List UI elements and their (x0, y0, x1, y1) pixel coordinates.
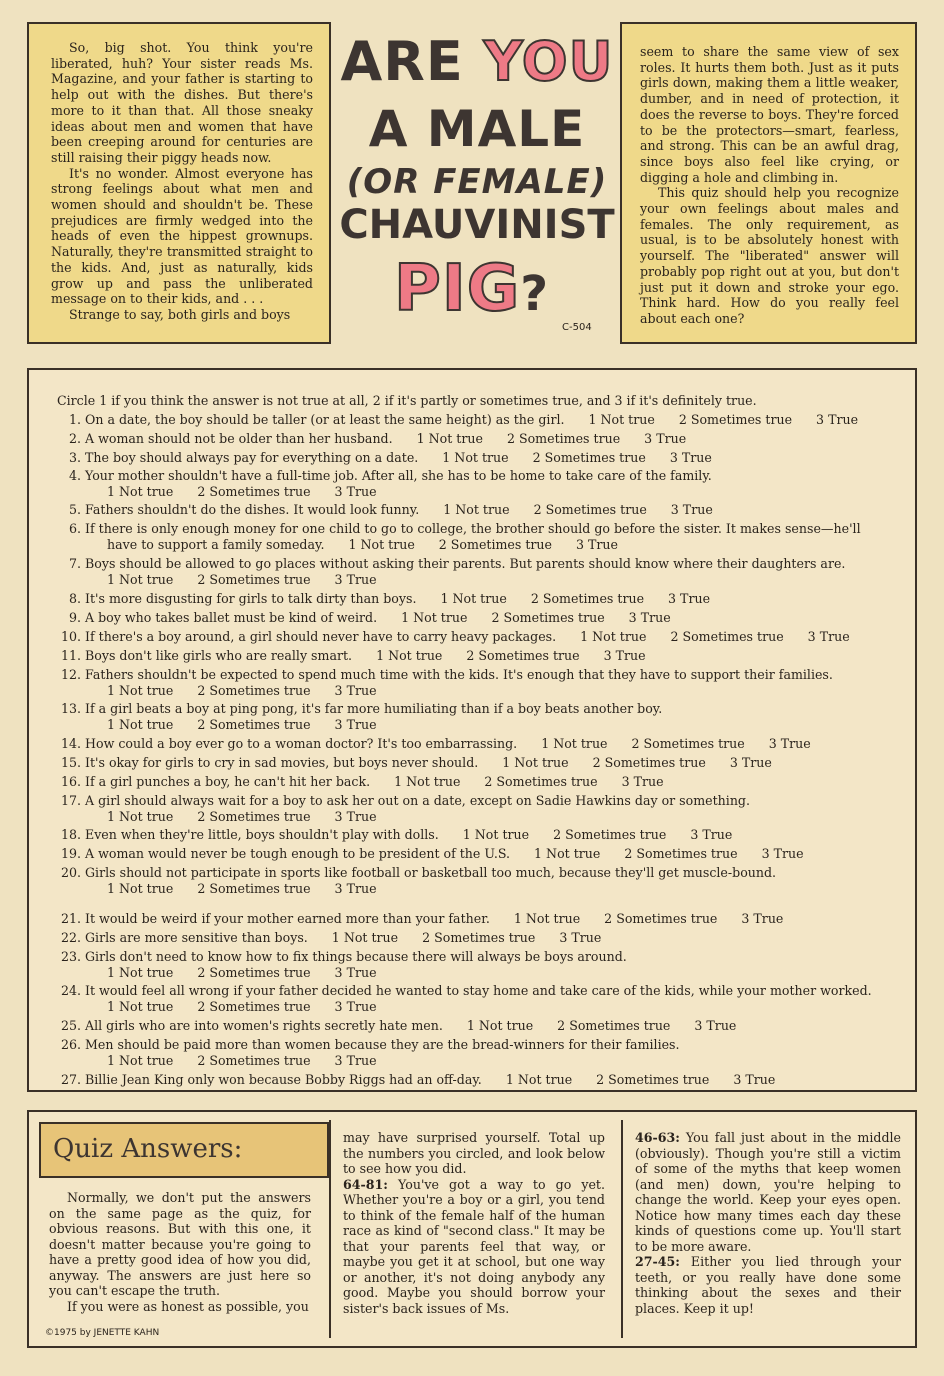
question-number: 11. (60, 648, 81, 663)
intro-right-para-2: This quiz should help you recognize your own feelings about males and females. The only requirement, as usual, is to be absolutely honest with yourself. The "liberated" answer will probably pop right out at you, but don't just put it down and stroke your ego. Think hard. How do you really feel about each one? (640, 185, 899, 326)
answer-option-3[interactable]: 3 True (690, 827, 733, 842)
question-row (59, 412, 858, 427)
question-number: 2. (68, 431, 81, 446)
question-options-line (107, 1053, 377, 1068)
answer-option-2[interactable]: 2 Sometimes true (197, 881, 311, 896)
answer-option-3[interactable]: 3 True (334, 999, 377, 1014)
answer-option-3[interactable]: 3 True (334, 809, 377, 824)
title-chauvinist: CHAUVINIST (339, 202, 615, 248)
answers-heading: Quiz Answers: (53, 1134, 243, 1164)
question-row (59, 736, 811, 751)
answer-option-1[interactable]: 1 Not true (513, 911, 581, 926)
question-row (59, 450, 712, 465)
question-number: 24. (60, 983, 81, 998)
question-row (59, 1072, 775, 1087)
question-number: 12. (60, 667, 81, 682)
question-text: Girls are more sensitive than boys. (85, 930, 308, 945)
answer-option-1[interactable]: 1 Not true (502, 755, 569, 770)
answer-option-3[interactable]: 3 True (603, 648, 646, 663)
answer-option-1[interactable]: 1 Not true (107, 572, 174, 587)
question-number: 19. (60, 846, 81, 861)
answer-option-1[interactable]: 1 Not true (505, 1072, 573, 1087)
question-number: 5. (68, 502, 81, 517)
question-number: 13. (60, 701, 81, 716)
title-pig: PIG (394, 252, 521, 326)
question-row (59, 610, 671, 625)
question-row (59, 911, 783, 926)
range-46-63: 46-63: (635, 1130, 680, 1145)
question-text: A boy who takes ballet must be kind of weird. (85, 610, 378, 625)
question-text: Boys should be allowed to go places without asking their parents. But parents should know where their daughters are. (85, 556, 846, 571)
question-text: If a girl beats a boy at ping pong, it's far more humiliating than if a boy beats another boy. (85, 701, 663, 716)
question-number: 7. (68, 556, 81, 571)
answer-option-3[interactable]: 3 True (807, 629, 850, 644)
answer-option-2[interactable]: 2 Sometimes true (466, 648, 580, 663)
question-row (59, 629, 850, 644)
question-number: 17. (60, 793, 81, 808)
question-number: 16. (60, 774, 81, 789)
answers-col1-para-1: Normally, we don't put the answers on the same page as the quiz, for obvious reasons. But with this one, it doesn't matter because you're going to have a pretty good idea of how you did, anyway. The answers are just here so you can't escape the truth. (49, 1190, 311, 1298)
answer-option-1[interactable]: 1 Not true (442, 450, 509, 465)
question-number: 25. (60, 1018, 81, 1033)
answer-option-1[interactable]: 1 Not true (394, 774, 461, 789)
question-text: Boys don't like girls who are really smart. (85, 648, 353, 663)
answer-option-2[interactable]: 2 Sometimes true (197, 683, 311, 698)
question-number: 9. (68, 610, 81, 625)
answers-heading-box (39, 1122, 329, 1178)
answer-option-3[interactable]: 3 True (628, 610, 671, 625)
question-row (59, 755, 772, 770)
question-text: It would feel all wrong if your father decided he wanted to stay home and take care of the kids, while your mother worked. (85, 983, 872, 998)
question-row (59, 701, 662, 716)
intro-left-para-2: It's no wonder. Almost everyone has strong feelings about what men and women should and shouldn't be. These prejudices are firmly wedged into the heads of even the hippest grownups. Naturally, they're transmitted straight to the kids. And, just as naturally, kids grow up and pass the unliberated message on to their kids, and . . . (51, 165, 313, 307)
answer-option-3[interactable]: 3 True (816, 412, 859, 427)
question-text: A woman should not be older than her husband. (85, 431, 393, 446)
answer-option-1[interactable]: 1 Not true (348, 537, 415, 552)
answers-col-2 (343, 1130, 605, 1316)
question-row (59, 591, 710, 606)
answer-option-1[interactable]: 1 Not true (462, 827, 530, 842)
question-text: Fathers shouldn't be expected to spend much time with the kids. It's enough that they have to support their families. (85, 667, 833, 682)
question-row (59, 1018, 736, 1033)
answer-option-3[interactable]: 3 True (334, 717, 377, 732)
art-code: C-504 (562, 322, 592, 333)
question-row (59, 930, 601, 945)
question-number: 10. (60, 629, 81, 644)
answer-option-3[interactable]: 3 True (334, 965, 377, 980)
question-text: If a girl punches a boy, he can't hit her back. (85, 774, 371, 789)
answer-option-1[interactable]: 1 Not true (443, 502, 510, 517)
answer-option-1[interactable]: 1 Not true (107, 683, 174, 698)
title-you: YOU (483, 30, 614, 93)
result-64-81: You've got a way to go yet. Whether you're a boy or a girl, you tend to think of the female half of the human race as kind of "second class." It may be that your parents feel that way, or maybe you get it at school, but one way or another, it's not doing anybody any good. Maybe you should borrow your sister's back issues of Ms. (343, 1176, 605, 1316)
answer-option-1[interactable]: 1 Not true (331, 930, 399, 945)
question-number: 4. (68, 468, 81, 483)
title-a-male: A MALE (368, 100, 586, 158)
question-number: 18. (60, 827, 81, 842)
question-row (59, 774, 664, 789)
question-row (59, 556, 845, 571)
answer-option-1[interactable]: 1 Not true (416, 431, 483, 446)
question-text: On a date, the boy should be taller (or at least the same height) as the girl. (85, 412, 565, 427)
answer-option-1[interactable]: 1 Not true (401, 610, 468, 625)
copyright: ©1975 by JENETTE KAHN (45, 1328, 160, 1338)
intro-right-box (620, 22, 917, 344)
column-divider-1 (329, 1120, 331, 1338)
question-options-line (107, 999, 377, 1014)
question-options-line (107, 881, 377, 896)
question-text: Even when they're little, boys shouldn't play with dolls. (85, 827, 439, 842)
range-27-45: 27-45: (635, 1254, 680, 1269)
answer-option-1[interactable]: 1 Not true (107, 484, 174, 499)
answer-option-1[interactable]: 1 Not true (541, 736, 608, 751)
answer-option-2[interactable]: 2 Sometimes true (533, 502, 647, 517)
question-number: 6. (68, 521, 81, 536)
question-text: If there's a boy around, a girl should never have to carry heavy packages. (85, 629, 557, 644)
answers-col2-intro: may have surprised yourself. Total up the numbers you circled, and look below to see how you did. (343, 1130, 605, 1176)
question-number: 21. (60, 911, 81, 926)
answer-option-3[interactable]: 3 True (761, 846, 804, 861)
answer-option-3[interactable]: 3 True (334, 683, 377, 698)
intro-right-para-1: seem to share the same view of sex roles. It hurts them both. Just as it puts girls down, making them a little weaker, dumber, and in need of protection, it does the reverse to boys. They're forced to be the protectors—smart, fearless, and strong. This can be an awful drag, since boys also feel like crying, or digging a hole and climbing in. (640, 44, 899, 185)
answer-option-3[interactable]: 3 True (576, 537, 618, 552)
intro-left-para-3: Strange to say, both girls and boys (69, 306, 291, 322)
answer-option-2[interactable]: 2 Sometimes true (530, 591, 645, 606)
answer-option-1[interactable]: 1 Not true (466, 1018, 534, 1033)
answer-option-1[interactable]: 1 Not true (580, 629, 647, 644)
question-number: 1. (68, 412, 81, 427)
question-row (59, 1037, 680, 1052)
answer-option-3[interactable]: 3 True (621, 774, 664, 789)
answer-option-2[interactable]: 2 Sometimes true (557, 1018, 671, 1033)
question-row (59, 667, 833, 682)
question-number: 26. (60, 1037, 81, 1052)
answer-option-2[interactable]: 2 Sometimes true (670, 629, 784, 644)
answer-option-1[interactable]: 1 Not true (534, 846, 601, 861)
answer-option-2[interactable]: 2 Sometimes true (197, 965, 311, 980)
answer-option-3[interactable]: 3 True (334, 572, 377, 587)
answer-option-3[interactable]: 3 True (729, 755, 772, 770)
answer-option-2[interactable]: 2 Sometimes true (596, 1072, 710, 1087)
question-text-continued: have to support a family someday. (107, 537, 325, 552)
question-row (59, 983, 872, 998)
answer-option-3[interactable]: 3 True (668, 591, 711, 606)
question-number: 23. (60, 949, 81, 964)
question-text: Men should be paid more than women because they are the bread-winners for their families. (85, 1037, 680, 1052)
answer-option-1[interactable]: 1 Not true (376, 648, 443, 663)
answers-box (27, 1110, 917, 1348)
answer-option-2[interactable]: 2 Sometimes true (197, 717, 311, 732)
question-number: 20. (60, 865, 81, 880)
answer-option-2[interactable]: 2 Sometimes true (491, 610, 605, 625)
question-options-line (107, 572, 377, 587)
title-question-mark: ? (520, 266, 550, 322)
answer-option-2[interactable]: 2 Sometimes true (197, 572, 311, 587)
quiz-title (338, 30, 616, 348)
answer-option-3[interactable]: 3 True (559, 930, 602, 945)
answer-option-1[interactable]: 1 Not true (107, 999, 174, 1014)
question-number: 27. (60, 1072, 81, 1087)
answer-option-3[interactable]: 3 True (334, 881, 377, 896)
question-number: 8. (68, 591, 81, 606)
question-text: Billie Jean King only won because Bobby Riggs had an off-day. (85, 1072, 482, 1087)
answer-option-1[interactable]: 1 Not true (440, 591, 507, 606)
answer-option-1[interactable]: 1 Not true (107, 1053, 174, 1068)
answer-option-3[interactable]: 3 True (694, 1018, 737, 1033)
quiz-instructions: Circle 1 if you think the answer is not true at all, 2 if it's partly or sometimes true, and 3 if it's definitely true. (57, 393, 757, 408)
question-options-line (107, 717, 377, 732)
question-text: It would be weird if your mother earned more than your father. (85, 911, 490, 926)
quiz-box (27, 368, 917, 1092)
answer-option-2[interactable]: 2 Sometimes true (197, 999, 311, 1014)
question-text: Fathers shouldn't do the dishes. It would look funny. (85, 502, 420, 517)
question-text: All girls who are into women's rights secretly hate men. (85, 1018, 443, 1033)
answer-option-2[interactable]: 2 Sometimes true (422, 930, 536, 945)
question-row (59, 949, 627, 964)
answers-col-3 (635, 1130, 901, 1316)
question-row (59, 865, 776, 880)
question-options-line (107, 484, 377, 499)
question-text: The boy should always pay for everything on a date. (85, 450, 419, 465)
answer-option-2[interactable]: 2 Sometimes true (438, 537, 552, 552)
answer-option-2[interactable]: 2 Sometimes true (631, 736, 745, 751)
answer-option-1[interactable]: 1 Not true (588, 412, 655, 427)
answer-option-2[interactable]: 2 Sometimes true (532, 450, 646, 465)
answer-option-2[interactable]: 2 Sometimes true (197, 809, 311, 824)
answer-option-2[interactable]: 2 Sometimes true (484, 774, 598, 789)
question-text: A girl should always wait for a boy to ask her out on a date, except on Sadie Hawkins day or something. (85, 793, 750, 808)
answer-option-2[interactable]: 2 Sometimes true (592, 755, 706, 770)
answer-option-2[interactable]: 2 Sometimes true (624, 846, 738, 861)
question-row (59, 468, 712, 483)
title-or-female: (OR FEMALE) (346, 162, 608, 202)
answer-option-2[interactable]: 2 Sometimes true (678, 412, 793, 427)
title-are: ARE (340, 30, 464, 93)
question-row (59, 648, 646, 663)
question-row (59, 846, 804, 861)
question-number: 3. (68, 450, 81, 465)
question-text: A woman would never be tough enough to be president of the U.S. (85, 846, 511, 861)
answer-option-3[interactable]: 3 True (669, 450, 712, 465)
question-text: Girls don't need to know how to fix things because there will always be boys around. (85, 949, 627, 964)
question-number: 15. (60, 755, 81, 770)
answer-option-1[interactable]: 1 Not true (107, 717, 174, 732)
answer-option-3[interactable]: 3 True (670, 502, 713, 517)
question-text: Your mother shouldn't have a full-time job. After all, she has to be home to take care of the family. (85, 468, 712, 483)
question-row (59, 793, 750, 808)
intro-left-box (27, 22, 331, 344)
answer-option-1[interactable]: 1 Not true (107, 881, 174, 896)
question-options-line (107, 965, 377, 980)
answer-option-3[interactable]: 3 True (644, 431, 687, 446)
question-row (59, 502, 713, 517)
answer-option-1[interactable]: 1 Not true (107, 809, 174, 824)
answer-option-3[interactable]: 3 True (334, 1053, 377, 1068)
question-text: How could a boy ever go to a woman doctor? It's too embarrassing. (85, 736, 518, 751)
result-27-45: Either you lied through your teeth, or you really have done some thinking about the sexes and their places. Keep it up! (635, 1254, 901, 1316)
answer-option-2[interactable]: 2 Sometimes true (197, 484, 311, 499)
answer-option-3[interactable]: 3 True (741, 911, 784, 926)
intro-left-para-1: So, big shot. You think you're liberated, huh? Your sister reads Ms. Magazine, and your father is starting to help out with the dishes. But there's more to it than that. All those sneaky ideas about men and women that have been creeping around for centuries are still raising their piggy heads now. (51, 40, 313, 165)
question-text: Girls should not participate in sports like football or basketball too much, because they'll get muscle-bound. (85, 865, 777, 880)
answer-option-1[interactable]: 1 Not true (107, 965, 174, 980)
answer-option-2[interactable]: 2 Sometimes true (506, 431, 621, 446)
answer-option-3[interactable]: 3 True (768, 736, 811, 751)
answer-option-2[interactable]: 2 Sometimes true (197, 1053, 311, 1068)
answers-col1-para-2: If you were as honest as possible, you (67, 1298, 309, 1314)
question-text: It's more disgusting for girls to talk dirty than boys. (85, 591, 417, 606)
answer-option-3[interactable]: 3 True (334, 484, 377, 499)
question-row (59, 521, 861, 536)
column-divider-2 (621, 1120, 623, 1338)
result-46-63: You fall just about in the middle (obviously). Though you're still a victim of some of the myths that keep women (and men) down, you're helping to change the world. Keep your eyes open. Notice how many times each day these kinds of questions come up. You'll start to be more aware. (635, 1130, 901, 1254)
answer-option-2[interactable]: 2 Sometimes true (553, 827, 667, 842)
question-row (59, 827, 732, 842)
range-64-81: 64-81: (343, 1176, 388, 1192)
question-number: 14. (60, 736, 81, 751)
question-text: It's okay for girls to cry in sad movies, but boys never should. (85, 755, 479, 770)
question-row (59, 431, 686, 446)
question-number: 22. (60, 930, 81, 945)
question-options-line (107, 537, 618, 552)
question-options-line (107, 809, 377, 824)
answer-option-3[interactable]: 3 True (733, 1072, 776, 1087)
question-text: If there is only enough money for one child to go to college, the brother should go before the sister. It makes sense—he'll (85, 521, 861, 536)
question-options-line (107, 683, 377, 698)
answer-option-2[interactable]: 2 Sometimes true (604, 911, 718, 926)
answers-col-1 (49, 1190, 311, 1314)
